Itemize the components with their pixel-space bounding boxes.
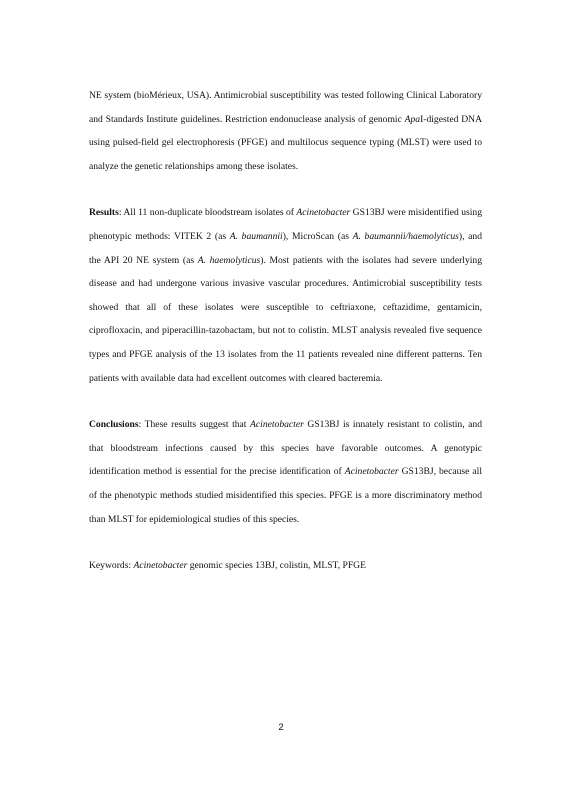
conclusions-paragraph (89, 413, 482, 531)
conclusions-text: GS13BJ is innately resistant to colistin, and that bloodstream infections caused by this species have favorable outcomes. A genotypic identification method is essential for the precise identification of (89, 419, 483, 478)
conclusions-heading: Conclusions (89, 419, 139, 431)
species-name: A. baumannii (229, 230, 283, 242)
results-text: ), MicroScan (as (282, 230, 353, 242)
genus-name: Acinetobacter (296, 207, 351, 219)
conclusions-text: GS13BJ, because all of the phenotypic methods studied misidentified this species. PFGE is a more discriminatory method than MLST for epidemiological studies of this species. (89, 466, 482, 525)
keywords-text: genomic species 13BJ, colistin, MLST, PFGE (187, 560, 366, 572)
methods-text: I-digested DNA using pulsed-field gel electrophoresis (PFGE) and multilocus sequence typing (MLST) were used to analyze the genetic relationships among these isolates. (89, 113, 482, 172)
results-text: ), and the API 20 NE system (as (89, 230, 483, 266)
species-name: A. baumannii/haemolyticus (352, 230, 459, 242)
genus-name: Acinetobacter (344, 466, 399, 478)
abstract-body (89, 84, 482, 578)
results-heading: Results (89, 207, 119, 219)
methods-text: NE system (bioMérieux, USA). Antimicrobial susceptibility was tested following Clinical Laboratory and Standards Institute guidelines. Restriction endonuclease analysis of genomic (89, 90, 482, 125)
genus-name: Acinetobacter (250, 419, 304, 431)
results-text: : All 11 non-duplicate bloodstream isolates of (118, 207, 297, 219)
species-name: A. haemolyticus (197, 254, 261, 266)
page-number: 2 (278, 722, 284, 733)
enzyme-name: Apa (404, 113, 421, 125)
results-paragraph (89, 201, 482, 390)
keywords-label: Keywords: (89, 560, 134, 572)
results-text: GS13BJ were misidentified using phenotypic methods: VITEK 2 (as (89, 207, 482, 242)
methods-paragraph (89, 84, 482, 178)
keywords-line (89, 554, 482, 578)
conclusions-text: : These results suggest that (138, 419, 251, 431)
results-text: ). Most patients with the isolates had severe underlying disease and had undergone various invasive vascular procedures. Antimicrobial susceptibility tests showed that all of these isolates were susceptible to ceftriaxone, ceftazidime, gentamicin, ciprofloxacin, and piperacillin-tazobactam, but not to colistin. MLST analysis revealed five sequence types and PFGE analysis of the 13 isolates from the 11 patients revealed nine different patterns. Ten patients with available data had excellent outcomes with cleared bacteremia. (89, 254, 483, 384)
genus-name: Acinetobacter (133, 560, 188, 572)
